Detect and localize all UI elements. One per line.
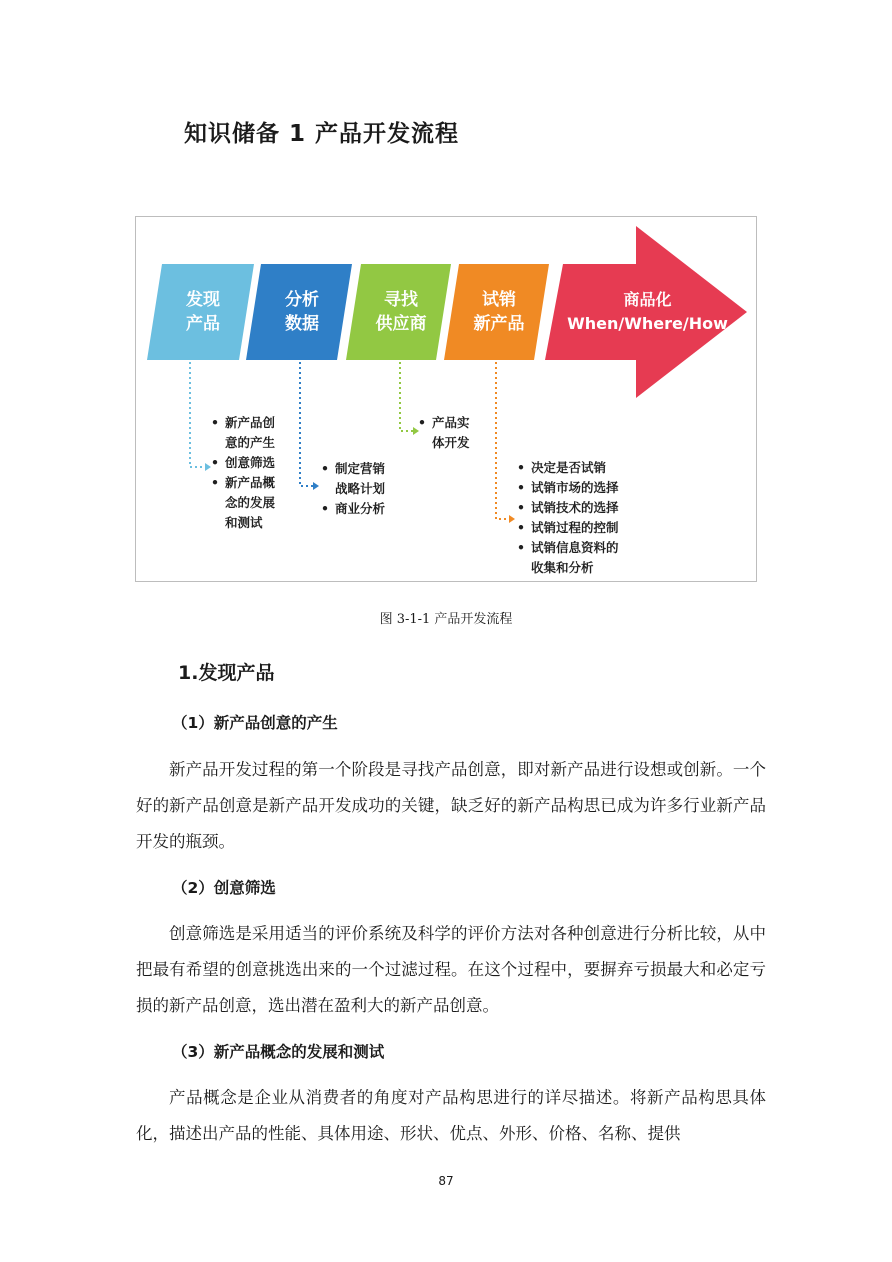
discover-bullet-list bbox=[211, 413, 275, 533]
paragraph-idea-screening: 创意筛选是采用适当的评价系统及科学的评价方法对各种创意进行分析比较，从中把最有希望的创意挑选出来的一个过滤过程。在这个过程中，要摒弃亏损最大和必定亏损的新产品创意，选出潜在盈利大的新产品创意。 bbox=[136, 924, 766, 1015]
list-item: • 产品实 体开发 bbox=[418, 413, 470, 453]
step-trial-label: 试销 新产品 bbox=[473, 290, 525, 334]
list-item: • 试销过程的控制 bbox=[517, 518, 619, 538]
figure-caption: 图 3-1-1 产品开发流程 bbox=[379, 612, 513, 627]
step-supplier-label: 寻找 供应商 bbox=[375, 290, 427, 334]
subheading-idea-generation: （1）新产品创意的产生 bbox=[172, 714, 338, 732]
list-item: • 决定是否试销 bbox=[517, 458, 619, 478]
connector-discover bbox=[190, 362, 205, 467]
connector-trial bbox=[496, 362, 509, 519]
page-number: 87 bbox=[438, 1174, 454, 1188]
list-item: • 新产品创 意的产生 bbox=[211, 413, 275, 453]
list-item: • 试销技术的选择 bbox=[517, 498, 619, 518]
paragraph-idea-generation: 新产品开发过程的第一个阶段是寻找产品创意，即对新产品进行设想或创新。一个好的新产品创意是新产品开发成功的关键，缺乏好的新产品构思已成为许多行业新产品开发的瓶颈。 bbox=[136, 760, 766, 851]
step-discover-label: 发现 产品 bbox=[186, 290, 220, 334]
step-commercialize-label: 商品化 When/Where/How bbox=[567, 290, 728, 333]
section-title: 知识储备 1 产品开发流程 bbox=[184, 121, 460, 147]
paragraph-concept-testing: 产品概念是企业从消费者的角度对产品构思进行的详尽描述。将新产品构思具体化，描述出产品的性能、具体用途、形状、优点、外形、价格、名称、提供 bbox=[136, 1088, 766, 1143]
trial-bullet-list bbox=[517, 458, 619, 578]
list-item: • 新产品概 念的发展 和测试 bbox=[211, 473, 275, 533]
list-item: • 制定营销 战略计划 bbox=[321, 459, 385, 499]
connector-supplier bbox=[400, 362, 413, 431]
supplier-bullet-list bbox=[418, 413, 470, 453]
list-item: • 商业分析 bbox=[321, 499, 385, 519]
list-item: • 试销信息资料的 收集和分析 bbox=[517, 538, 619, 578]
step-analyze-label: 分析 数据 bbox=[285, 290, 319, 334]
analyze-bullet-list bbox=[321, 459, 385, 519]
list-item: • 试销市场的选择 bbox=[517, 478, 619, 498]
heading-discover-product: 1.发现产品 bbox=[178, 662, 275, 684]
subheading-idea-screening: （2）创意筛选 bbox=[172, 879, 276, 897]
list-item: • 创意筛选 bbox=[211, 453, 275, 473]
connector-analyze bbox=[300, 362, 313, 486]
subheading-concept-testing: （3）新产品概念的发展和测试 bbox=[172, 1043, 385, 1061]
